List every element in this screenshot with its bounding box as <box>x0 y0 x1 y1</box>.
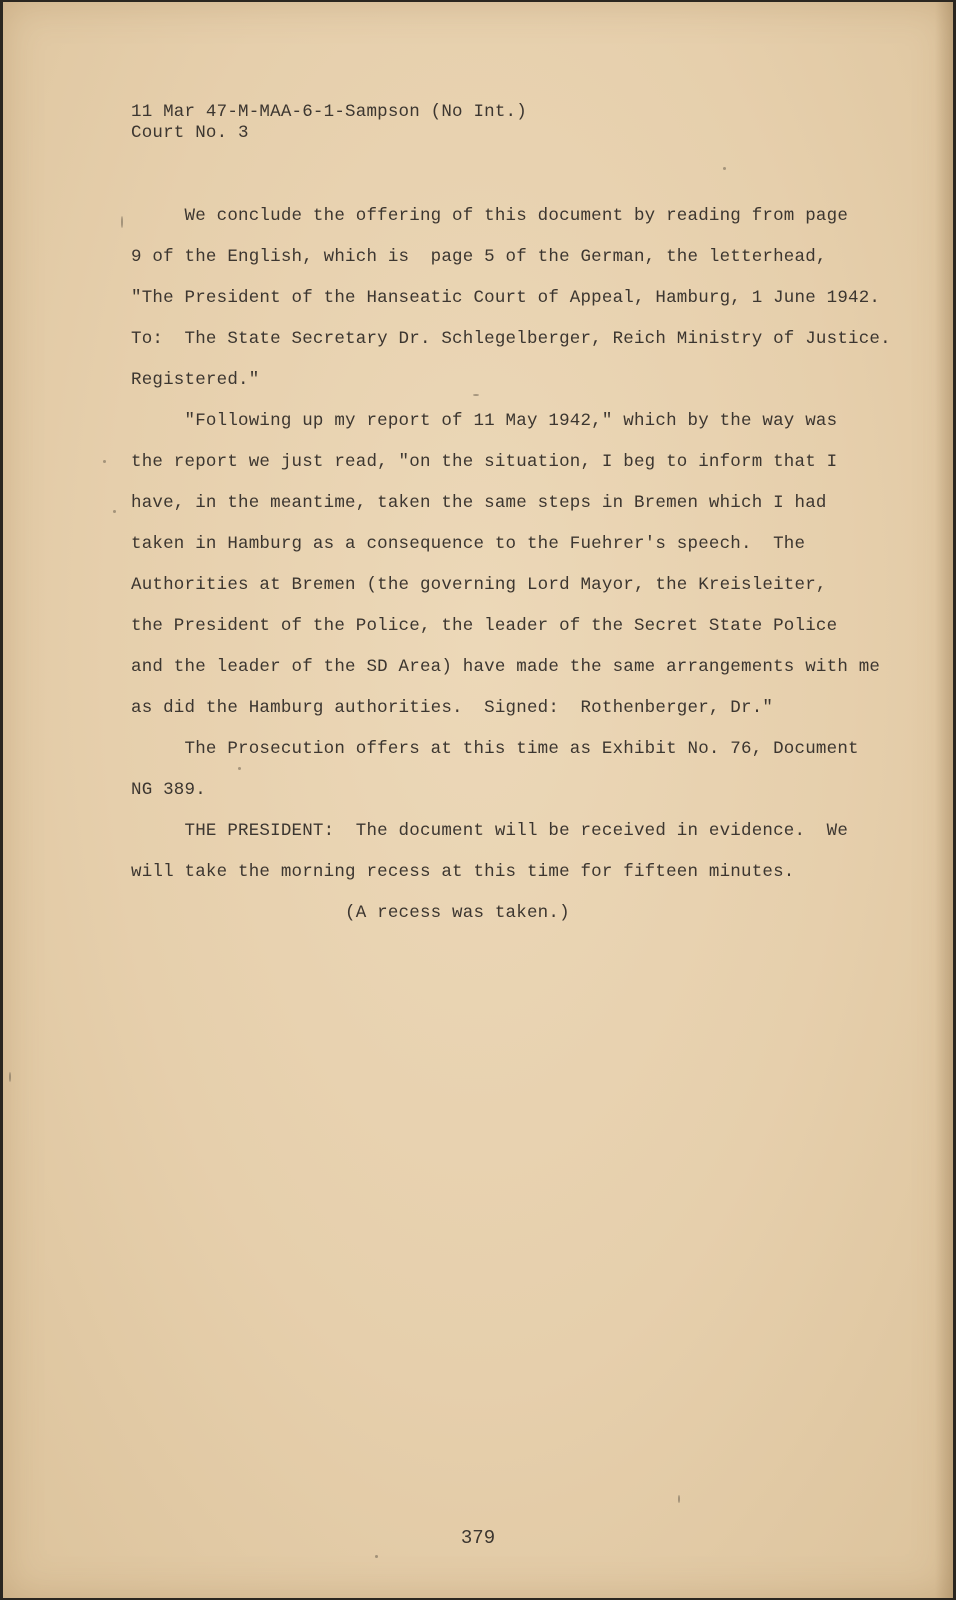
page-number: 379 <box>460 1527 496 1549</box>
body-line: taken in Hamburg as a consequence to the Fuehrer's speech. The <box>131 534 806 554</box>
paper-speck <box>723 167 726 170</box>
body-line: The Prosecution offers at this time as Exhibit No. 76, Document <box>131 739 859 759</box>
body-line: "The President of the Hanseatic Court of Appeal, Hamburg, 1 June 1942. <box>131 288 881 308</box>
body-line: THE PRESIDENT: The document will be received in evidence. We <box>131 821 849 841</box>
document-page <box>3 2 953 1598</box>
body-line: We conclude the offering of this document by reading from page <box>131 206 849 226</box>
body-line: "Following up my report of 11 May 1942," which by the way was <box>131 411 838 431</box>
body-line: NG 389. <box>131 780 206 800</box>
body-line: 9 of the English, which is page 5 of the German, the letterhead, <box>131 247 827 267</box>
paper-speck <box>678 1495 680 1503</box>
paper-speck <box>103 460 106 463</box>
paper-speck <box>113 510 116 513</box>
body-line: Authorities at Bremen (the governing Lord Mayor, the Kreisleiter, <box>131 575 827 595</box>
paper-speck <box>121 216 123 228</box>
header-line-1: 11 Mar 47-M-MAA-6-1-Sampson (No Int.) <box>131 102 527 122</box>
header-line-2: Court No. 3 <box>131 123 249 143</box>
body-line: and the leader of the SD Area) have made the same arrangements with me <box>131 657 881 677</box>
body-line: the report we just read, "on the situation, I beg to inform that I <box>131 452 838 472</box>
paper-speck <box>375 1555 378 1558</box>
body-line: Registered." <box>131 370 260 390</box>
paper-speck <box>473 394 479 396</box>
body-line: To: The State Secretary Dr. Schlegelberger, Reich Ministry of Justice. <box>131 329 891 349</box>
page-edge-shading <box>935 2 953 1598</box>
body-line: as did the Hamburg authorities. Signed: Rothenberger, Dr." <box>131 698 774 718</box>
body-line: have, in the meantime, taken the same steps in Bremen which I had <box>131 493 827 513</box>
body-line: the President of the Police, the leader of the Secret State Police <box>131 616 838 636</box>
body-line: will take the morning recess at this time for fifteen minutes. <box>131 862 795 882</box>
body-line: (A recess was taken.) <box>131 903 570 923</box>
paper-speck <box>238 767 241 770</box>
paper-speck <box>9 1072 11 1082</box>
